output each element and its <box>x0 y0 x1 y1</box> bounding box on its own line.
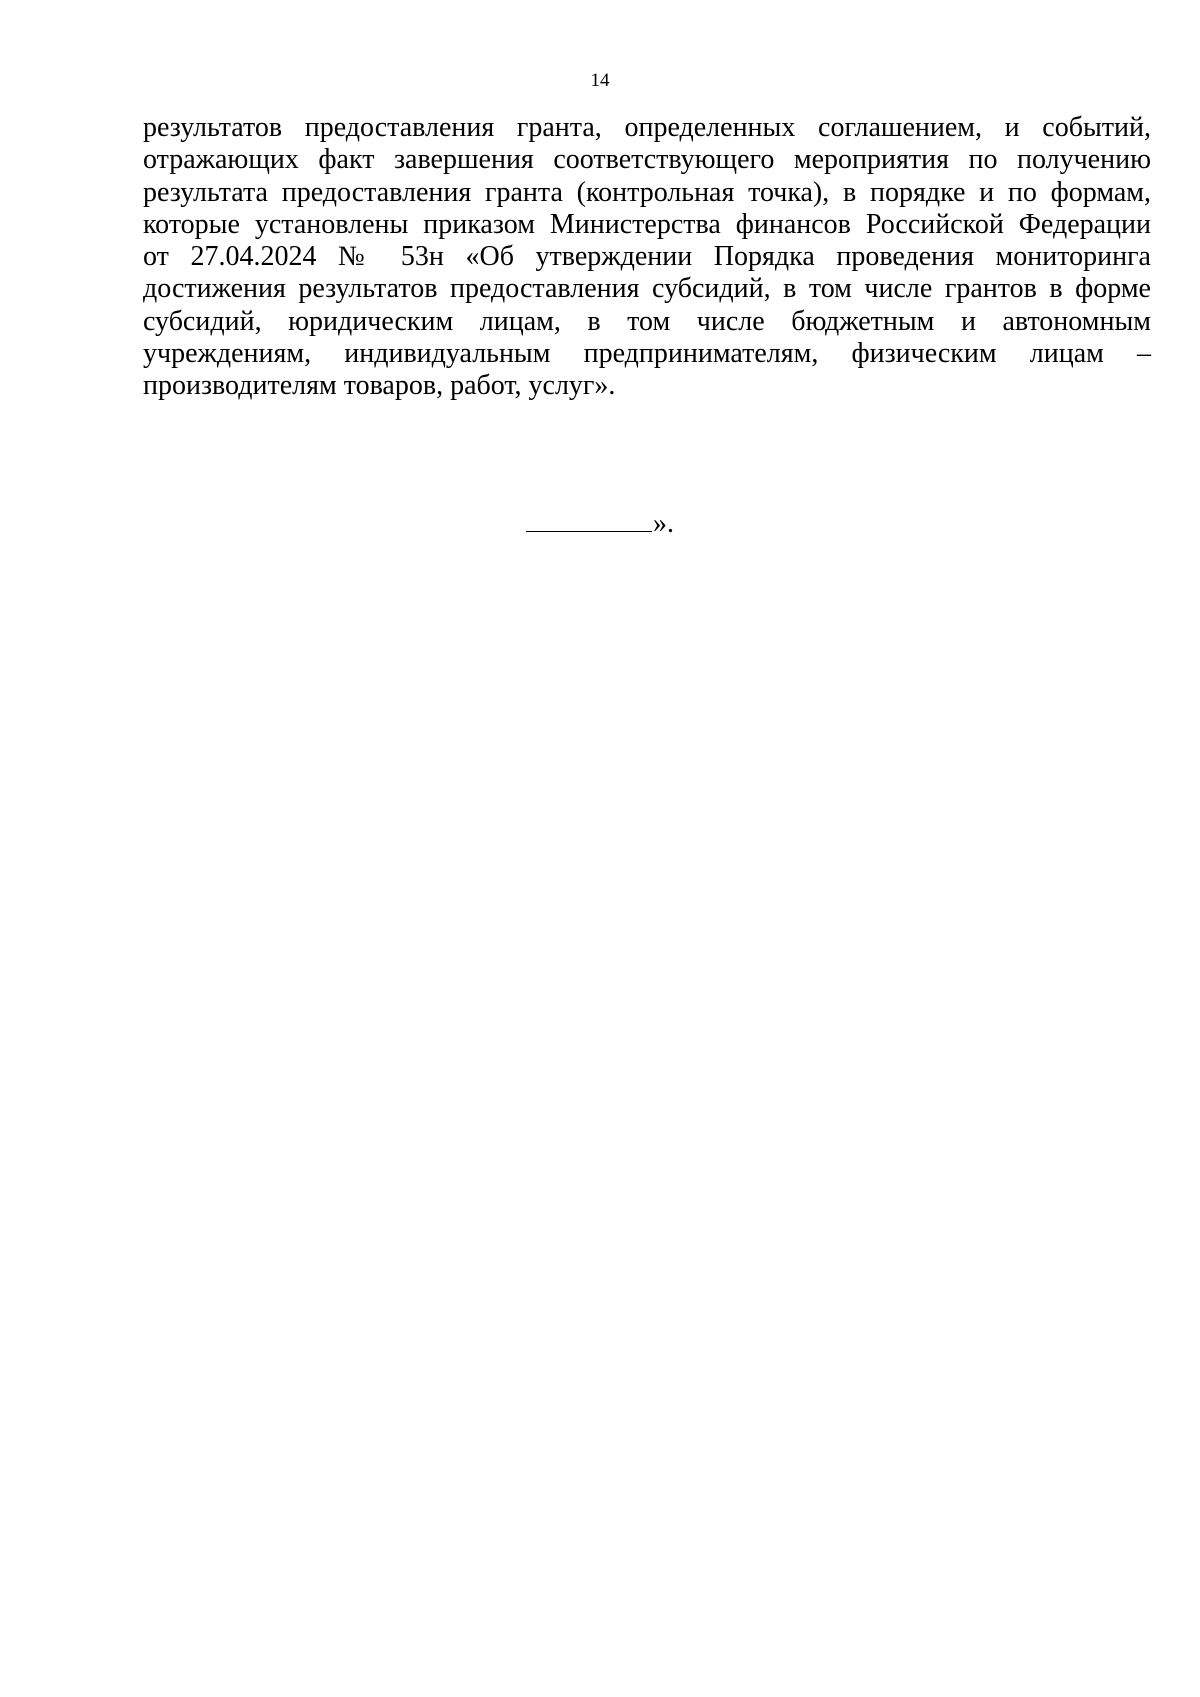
signature-rule <box>526 509 652 532</box>
paragraph-line: отражающих факт завершения соответствующего мероприятия по получению <box>143 144 1151 176</box>
paragraph-line: учреждениям, индивидуальным предпринимателям, физическим лицам – <box>143 338 1151 370</box>
paragraph-line: результатов предоставления гранта, определенных соглашением, и событий, <box>143 112 1151 143</box>
paragraph-line: от 27.04.2024 № 53н «Об утверждении Порядка проведения мониторинга <box>143 241 1151 273</box>
paragraph-line: достижения результатов предоставления субсидий, в том числе грантов в форме <box>143 273 1151 305</box>
paragraph-line: которые установлены приказом Министерства финансов Российской Федерации <box>143 208 1151 240</box>
closing-quote: ». <box>653 508 674 539</box>
page-number: 14 <box>590 70 610 91</box>
paragraph-line: субсидий, юридическим лицам, в том числе бюджетным и автономным <box>143 305 1151 337</box>
paragraph-line: производителям товаров, работ, услуг». <box>143 370 616 402</box>
body-paragraph <box>143 112 1151 403</box>
closing-mark <box>0 508 1200 540</box>
paragraph-line: результата предоставления гранта (контрольная точка), в порядке и по формам, <box>143 176 1151 208</box>
